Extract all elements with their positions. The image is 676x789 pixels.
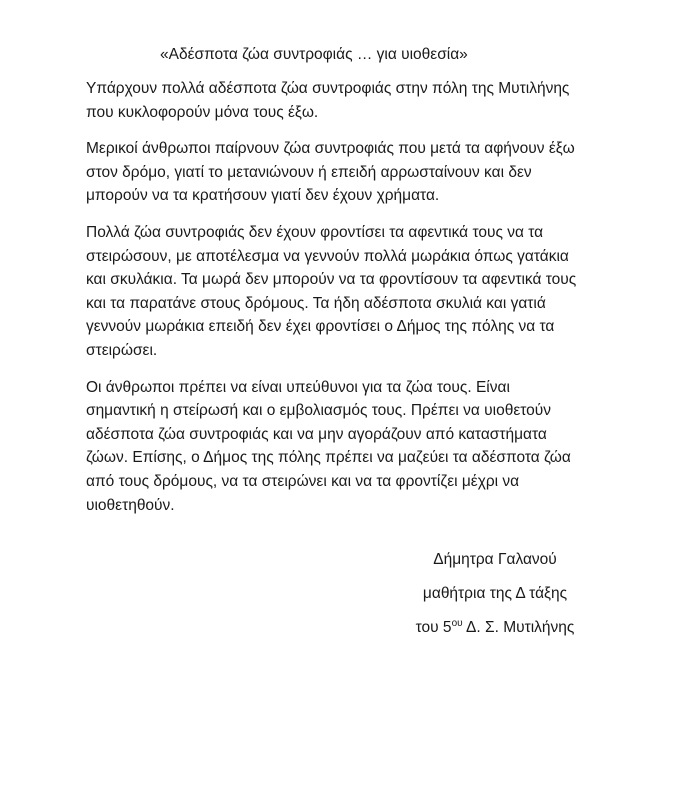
paragraph-2	[86, 137, 631, 208]
text-line: ζώων. Επίσης, ο Δήμος της πόλης πρέπει να μαζεύει τα αδέσποτα ζώα	[86, 449, 571, 467]
author-name: Δήμητρα Γαλανού	[433, 551, 557, 568]
text-line: Μερικοί άνθρωποι παίρνουν ζώα συντροφιάς που μετά τα αφήνουν έξω	[86, 140, 575, 158]
text-line: στειρώσουν, με αποτέλεσμα να γεννούν πολλά μωράκια όπως γατάκια	[86, 247, 569, 265]
author-role: μαθήτρια της Δ τάξης	[422, 585, 568, 602]
text-line: στον δρόμο, γιατί το μετανιώνουν ή επειδή αρρωσταίνουν και δεν	[86, 163, 532, 181]
text-line: από τους δρόμους, να τα στειρώνει και να τα φροντίζει μέχρι να	[86, 472, 520, 490]
author-school	[380, 617, 610, 639]
document-body	[86, 77, 631, 530]
text-line: και τα παρατάνε στους δρόμους. Τα ήδη αδέσποτα σκυλιά και γατιά	[86, 294, 546, 312]
school-prefix: του 5	[415, 619, 452, 636]
text-line: Υπάρχουν πολλά αδέσποτα ζώα συντροφιάς στην πόλη της Μυτιλήνης	[86, 80, 570, 97]
text-line: μπορούν να τα κρατήσουν γιατί δεν έχουν χρήματα.	[86, 187, 440, 205]
text-line: υιοθετηθούν.	[86, 496, 175, 514]
text-line: στειρώσει.	[86, 341, 158, 359]
text-line: σημαντική η στείρωσή και ο εμβολιασμός τους. Πρέπει να υιοθετούν	[86, 402, 551, 420]
paragraph-3	[86, 221, 631, 363]
text-line: γεννούν μωράκια επειδή δεν έχει φροντίσει ο Δήμος της πόλης να τα	[86, 318, 555, 336]
text-line: που κυκλοφορούν μόνα τους έξω.	[86, 103, 319, 121]
signature-block	[380, 549, 610, 651]
school-name: Δ. Σ. Μυτιλήνης	[462, 619, 575, 636]
document-title: «Αδέσποτα ζώα συντροφιάς … για υιοθεσία»	[160, 46, 468, 63]
paragraph-1	[86, 77, 631, 124]
text-line: και σκυλάκια. Τα μωρά δεν μπορούν να τα φροντίσουν τα αφεντικά τους	[86, 271, 577, 289]
paragraph-4	[86, 376, 631, 518]
text-line: Πολλά ζώα συντροφιάς δεν έχουν φροντίσει τα αφεντικά τους να τα	[86, 223, 544, 241]
text-line: Οι άνθρωποι πρέπει να είναι υπεύθυνοι για τα ζώα τους. Είναι	[86, 378, 510, 396]
text-line: αδέσποτα ζώα συντροφιάς και να μην αγοράζουν από καταστήματα	[86, 425, 547, 443]
school-ordinal-suffix: ου	[451, 617, 463, 629]
